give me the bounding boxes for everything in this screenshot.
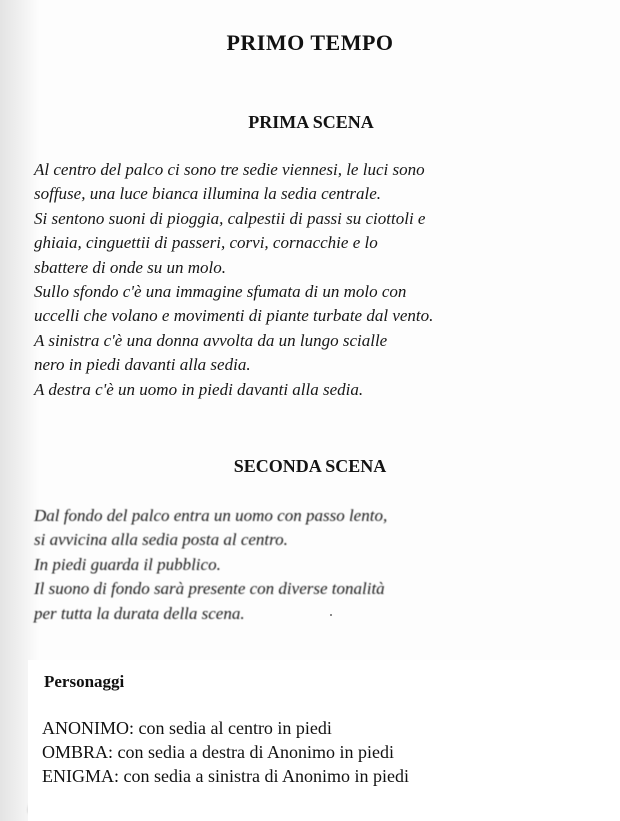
document-title: PRIMO TEMPO [226, 30, 394, 55]
stray-mark [330, 614, 332, 616]
cast-list [42, 716, 409, 788]
scene-1-line: Si sentono suoni di pioggia, calpestii di passi su ciottoli e [34, 208, 426, 228]
scene-1-line: ghiaia, cinguettii di passeri, corvi, cornacchie e lo [34, 233, 378, 253]
scene-2-line: si avvicina alla sedia posta al centro. [34, 530, 288, 550]
cast-entry-ombra: OMBRA: con sedia a destra di Anonimo in piedi [42, 742, 394, 762]
cast-heading: Personaggi [44, 672, 125, 691]
scene-1-line: soffuse, una luce bianca illumina la sedia centrale. [34, 184, 382, 204]
scene-1-title: PRIMA SCENA [248, 112, 374, 132]
scene-2-title: SECONDA SCENA [233, 456, 387, 476]
scene-1-line: Al centro del palco ci sono tre sedie viennesi, le luci sono [34, 160, 425, 179]
scene-1-description [34, 158, 433, 402]
cast-entry-anonimo: ANONIMO: con sedia al centro in piedi [42, 718, 332, 738]
scene-2-line: Il suono di fondo sarà presente con diverse tonalità [34, 579, 385, 599]
scene-1-line: Sullo sfondo c'è una immagine sfumata di un molo con [34, 282, 407, 302]
scene-2-line: Dal fondo del palco entra un uomo con passo lento, [34, 506, 388, 525]
scene-1-line: uccelli che volano e movimenti di piante turbate dal vento. [34, 306, 434, 326]
scene-2-line: per tutta la durata della scena. [34, 603, 245, 623]
cast-box [28, 660, 620, 821]
cast-entry-enigma: ENIGMA: con sedia a sinistra di Anonimo in piedi [42, 766, 409, 786]
scene-2-description [34, 504, 387, 626]
scene-1-line: nero in piedi davanti alla sedia. [34, 355, 251, 375]
scene-1-line: A sinistra c'è una donna avvolta da un lungo scialle [34, 330, 388, 350]
scene-1-line: sbattere di onde su un molo. [34, 257, 227, 277]
scene-1-line: A destra c'è un uomo in piedi davanti alla sedia. [34, 379, 364, 399]
scene-2-line: In piedi guarda il pubblico. [34, 554, 221, 574]
